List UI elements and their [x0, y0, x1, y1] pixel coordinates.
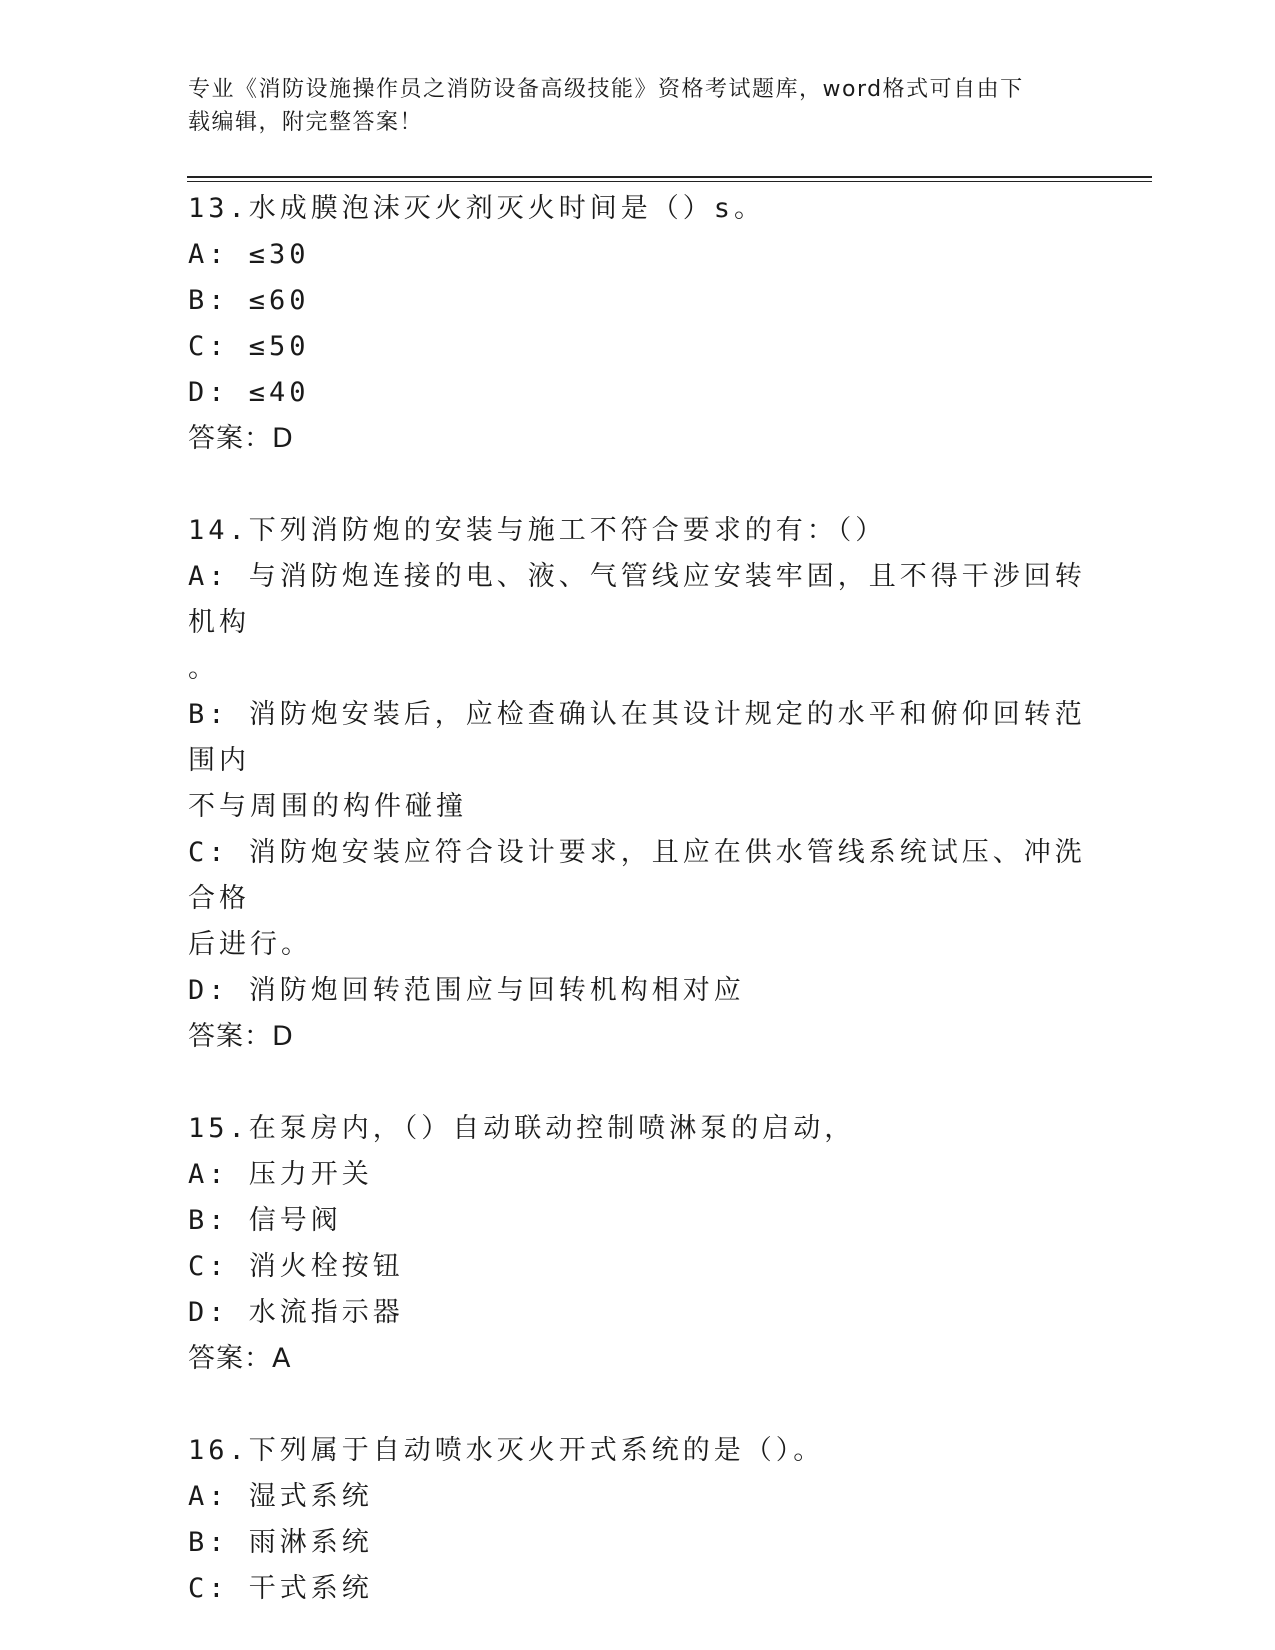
question-stem: 16.下列属于自动喷水灭火开式系统的是（）。 [188, 1435, 825, 1466]
question-13 [188, 186, 1088, 462]
option-line: C: 消火栓按钮 [188, 1251, 404, 1282]
answer-line: 答案：A [188, 1343, 292, 1374]
option-line: B: 消防炮安装后，应检查确认在其设计规定的水平和俯仰回转范围内 [188, 699, 1086, 776]
option-line: A: ≤30 [188, 239, 310, 270]
option-line: D: 水流指示器 [188, 1297, 404, 1328]
header-divider-thick [187, 176, 1152, 178]
question-list [188, 186, 1088, 1612]
option-line: A: 湿式系统 [188, 1481, 373, 1512]
option-line: D: 消防炮回转范围应与回转机构相对应 [188, 975, 745, 1006]
question-stem: 14.下列消防炮的安装与施工不符合要求的有：（） [188, 515, 887, 546]
option-line: 。 [188, 653, 219, 684]
option-line: A: 压力开关 [188, 1159, 373, 1190]
document-header [188, 73, 1068, 139]
question-stem: 15.在泵房内，（）自动联动控制喷淋泵的启动， [188, 1113, 856, 1144]
option-line: B: ≤60 [188, 285, 310, 316]
header-divider-thin [187, 181, 1152, 182]
option-line: C: ≤50 [188, 331, 310, 362]
question-14 [188, 508, 1088, 1060]
option-line: D: ≤40 [188, 377, 310, 408]
header-line-2: 载编辑，附完整答案！ [188, 110, 424, 135]
option-line: 不与周围的构件碰撞 [188, 791, 467, 822]
option-line: 后进行。 [188, 929, 312, 960]
option-line: B: 信号阀 [188, 1205, 342, 1236]
option-line: B: 雨淋系统 [188, 1527, 373, 1558]
header-line-1: 专业《消防设施操作员之消防设备高级技能》资格考试题库，word格式可自由下 [188, 77, 1024, 102]
question-stem: 13.水成膜泡沫灭火剂灭火时间是（）s。 [188, 193, 766, 224]
answer-line: 答案：D [188, 1021, 294, 1052]
answer-line: 答案：D [188, 423, 294, 454]
option-line: A: 与消防炮连接的电、液、气管线应安装牢固，且不得干涉回转机构 [188, 561, 1086, 638]
question-16 [188, 1428, 1088, 1612]
option-line: C: 消防炮安装应符合设计要求，且应在供水管线系统试压、冲洗合格 [188, 837, 1086, 914]
question-15 [188, 1106, 1088, 1382]
option-line: C: 干式系统 [188, 1573, 373, 1604]
